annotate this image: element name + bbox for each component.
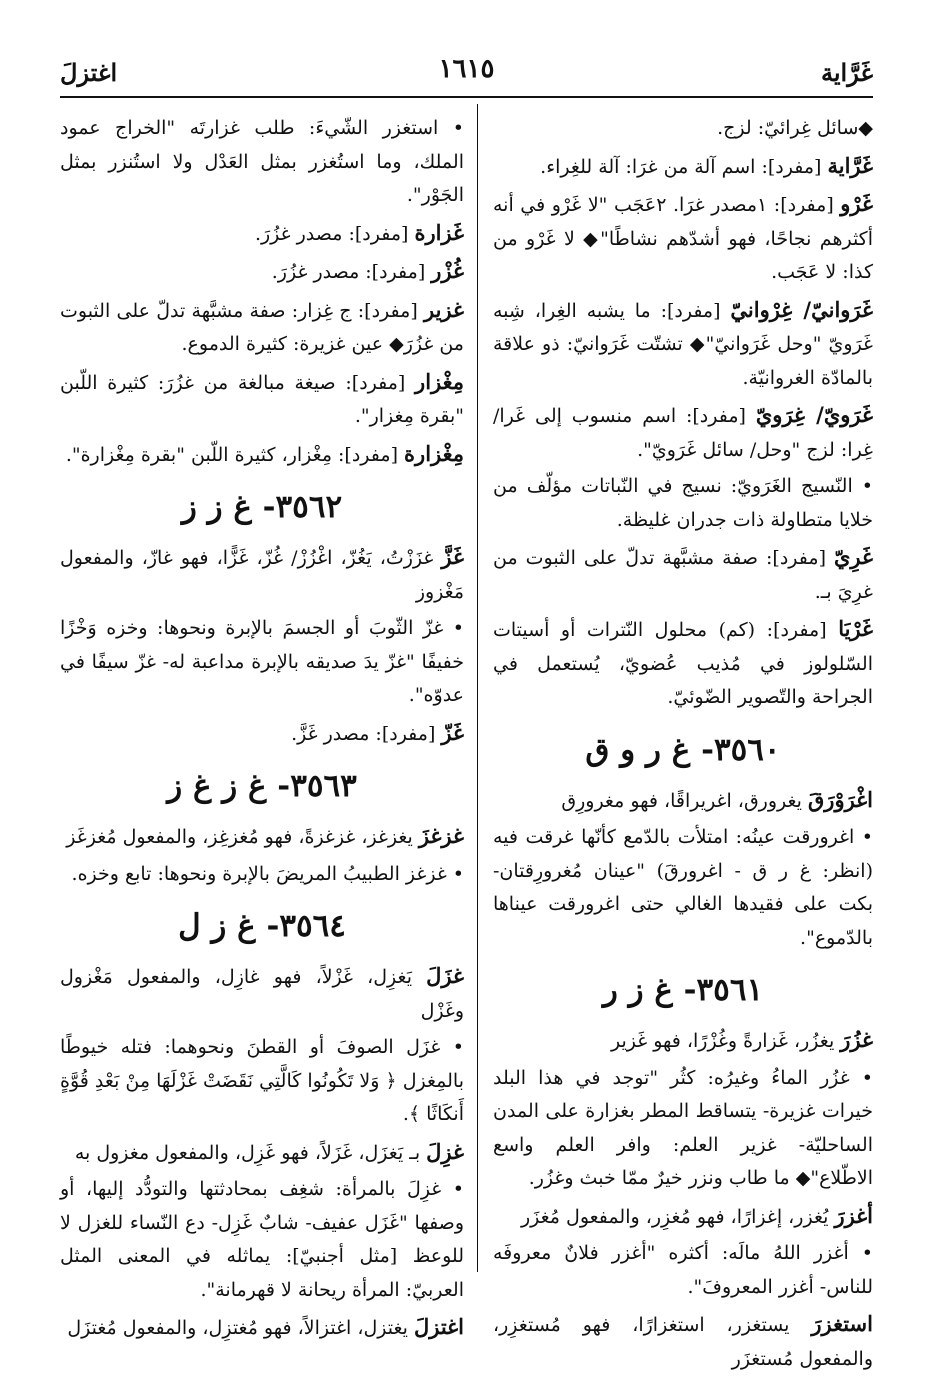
definition: يغزُر، غَزارةً وغُزْرًا، فهو غَزير — [610, 1030, 841, 1052]
headword: غَزّ — [441, 719, 464, 745]
entry-text: ◆سائل غِرائيّ: لزج. — [717, 117, 873, 139]
headword: غَرِيّ — [833, 544, 873, 569]
column-divider — [477, 104, 478, 1272]
definition: [مفرد]: مصدر غزُرَ. — [271, 261, 432, 283]
root-section-heading: ٣٥٦١- غ ز ر — [602, 972, 764, 1008]
headword: اغْرَوْرَقَ — [808, 786, 873, 812]
definition: [مفرد]: ١مصدر غرَا. ٢عَجَب "لا غَرْو في أنه أكثرهم نجاحًا، فهو أشدّهم نشاطًا"◆ لا غَرْو من كذا: لا عَجَب. — [493, 194, 873, 283]
definition: غزَزْتُ، يَغُزّ، اغْزُزْ/ غُزّ، غَزًّا، فهو غازّ، والمفعول مَغْزوز — [60, 547, 464, 603]
headword: غَرْيَا — [838, 616, 873, 641]
definition: يغرورق، اغريراقًا، فهو مغرورِق — [561, 789, 809, 812]
entry — [493, 612, 873, 715]
entry — [493, 540, 873, 609]
guide-word-first: غَرَّاية — [820, 58, 873, 87]
root-section-heading: ٣٥٦٤- غ ز ل — [178, 908, 346, 944]
entry — [60, 1135, 464, 1171]
entry — [493, 398, 873, 467]
entry — [493, 1307, 873, 1376]
definition: [مفرد]: مصدر غزُرَ. — [254, 222, 415, 245]
headword: غَرْو — [840, 191, 873, 216]
headword: غَرَويّ/ غِرَويّ — [755, 402, 873, 427]
definition: [مفرد]: اسم آلة من غرَا: آلة للغِراء. — [540, 155, 828, 178]
entry — [60, 612, 464, 713]
guide-word-last: اغتزلَ — [60, 58, 118, 87]
headword: أغزرَ — [834, 1202, 873, 1228]
entry — [60, 858, 464, 892]
entry-text: • استغزر الشّيءَ: طلب غزارتَه "الخراج عمود الملك، وما استُغزر بمثل العَدْل ولا استُنزر بمثل الجَوْر". — [60, 117, 464, 206]
entry-text: • غزُر الماءُ وغيرُه: كثُر "توجد في هذا البلد خيرات غزيرة- يتساقط المطر بغزارة على المدن الساحليّة- غزير العلم: وافر العلم واسع الاطّلاع"◆ ما طاب ونزر خيرٌ ممّا خبث وغزُر. — [493, 1066, 873, 1189]
headword: غزغزَ — [418, 823, 464, 848]
header-rule — [60, 96, 873, 98]
entry-text: • غزَل الصوفَ أو القطنَ ونحوهما: فتله خيوطًا بالمِغزل ﴿ وَلا تَكُونُوا كَالَّتِي نَقَضَتْ غَزْلَهَا مِنْ بَعْدِ قُوَّةٍ أَنكَاثًا ﴾. — [60, 1036, 464, 1125]
entry — [60, 959, 464, 1028]
definition: [مفرد]: ج غِزار: صفة مشبَّهة تدلّ على الثبوت من غزُرَ◆ عين غزيرة: كثيرة الدموع. — [60, 299, 464, 355]
headword: غزَلَ — [426, 963, 464, 988]
entry — [60, 1031, 464, 1132]
entry — [493, 187, 873, 290]
definition: يَغزِل، غَزْلاً، فهو غازِل، والمفعول مَغْزول وغَزْل — [60, 966, 464, 1022]
entry — [60, 1310, 464, 1346]
page-number: ١٦١٥ — [438, 54, 495, 84]
entry-text: • غزغز الطبيبُ المريضَ بالإبرة ونحوها: تابع وخزه. — [71, 862, 464, 885]
definition: بـ يَغزَل، غَزَلاً، فهو غَزِل، والمفعول مغزول به — [74, 1141, 427, 1164]
headword: غَرَّاية — [827, 152, 873, 178]
definition: يستغزر، استغزارًا، فهو مُستغزِر، والمفعول مُستغزَر — [493, 1314, 873, 1370]
root-section-heading: ٣٥٦٢- غ ز ز — [181, 489, 343, 525]
headword: غَرَوانيّ/ غِرْوانيّ — [730, 296, 873, 322]
definition: [مفرد]: صيغة مبالغة من غزُرَ: كثيرة اللّبن "بقرة مِغزار". — [60, 371, 464, 427]
page-header — [60, 52, 873, 92]
definition: [مفرد]: مِغْزار، كثيرة اللّبن "بقرة مِغْزارة". — [65, 443, 405, 466]
headword: استغزرَ — [811, 1311, 873, 1336]
headword: غَزارة — [414, 219, 464, 245]
entry — [493, 783, 873, 819]
entry — [60, 216, 464, 252]
definition: [مفرد]: اسم منسوب إلى غَرا/ غِرا: لزج "وحل/ سائل غَرَويّ". — [493, 405, 873, 461]
definition: يغتزل، اغتزالاً، فهو مُغتزِل، والمفعول مُغتزَل — [67, 1317, 414, 1339]
entry — [60, 254, 464, 290]
headword: غَزَّ — [441, 544, 464, 569]
entry — [60, 540, 464, 609]
entry — [60, 293, 464, 362]
headword: غُزْر — [431, 258, 464, 283]
definition: يُغزر، إغزارًا، فهو مُغزِر، والمفعول مُغزَر — [520, 1205, 835, 1228]
definition: [مفرد]: صفة مشبَّهة تدلّ على الثبوت من غرِيَ بـ. — [493, 547, 873, 603]
entry — [493, 112, 873, 146]
definition: [مفرد]: مصدر غَزَّ. — [291, 722, 442, 745]
entry — [60, 365, 464, 434]
headword: مِغْزارة — [404, 440, 464, 466]
entry — [493, 1199, 873, 1235]
entry-text: • أغزر اللهُ مالَه: أكثره "أغزر فلانٌ معروفَه للناس- أغزر المعروفَ". — [493, 1242, 873, 1298]
entry-text: • غزِلَ بالمرأة: شغِف بمحادثتها والتودُّد إليها، أو وصفها "غَزَل عفيف- شابٌ غَزِل- دع النّساء للغزل لا للوعظ [مثل أجنبيّ]: يماثله في المعنى المثل العربيّ: المرأة ريحانة لا قهرمانة". — [60, 1178, 464, 1301]
entry — [493, 1062, 873, 1196]
entry — [493, 1023, 873, 1059]
definition: يغزغز، غزغزةً، فهو مُغزغِز، والمفعول مُغزغَز — [66, 826, 419, 848]
headword: غزِلَ — [426, 1138, 464, 1164]
root-section-heading: ٣٥٦٠- غ ر و ق — [585, 731, 781, 768]
entry-text: • اغرورقت عينُه: امتلأت بالدّمع كأنّها غرقت فيه (انظر: غ ر ق - اغرورقَ) "عينان مُغرورِقتان- بكت على فقيدها الغالي حتى اغرورقت عيناها بالدّموع". — [493, 826, 873, 949]
entry — [60, 112, 464, 213]
entry — [60, 716, 464, 752]
entry — [493, 470, 873, 537]
entry — [493, 149, 873, 185]
entry — [60, 1173, 464, 1307]
headword: غزير — [423, 296, 464, 322]
headword: اغتزلَ — [414, 1314, 464, 1339]
right-column — [493, 112, 873, 1370]
entry — [60, 819, 464, 855]
headword: مِغْزار — [415, 368, 464, 394]
definition: [مفرد]: (كم) محلول النّترات أو أسيتات السّلولوز في مُذيب عُضويّ، يُستعمل في الجراحة والتّصوير الضّوئيّ. — [493, 619, 873, 708]
entry — [493, 821, 873, 955]
left-column — [60, 112, 464, 1339]
root-section-heading: ٣٥٦٣- غ ز غ ز — [167, 768, 357, 804]
headword: غزُرَ — [840, 1027, 873, 1052]
entry — [493, 1237, 873, 1304]
entry-text: • غزّ الثّوبَ أو الجسمَ بالإبرة ونحوها: وخزه وَخْزًا خفيفًا "غزّ يدَ صديقه بالإبرة مداعبة له- غزّ سيفًا في عدوّه". — [60, 617, 464, 706]
entry-text: • النّسيج الغَرَويّ: نسيج في النّباتات مؤلّف من خلايا متطاولة ذات جدران غليظة. — [493, 475, 873, 531]
entry — [60, 437, 464, 473]
entry — [493, 293, 873, 396]
definition: [مفرد]: ما يشبه الغِرا، شِبه غَرَويّ "وحل غَرَوانيّ"◆ تشتّت غَرَوانيّ: ذو علاقة بالمادّة الغروانيّة. — [493, 299, 873, 389]
